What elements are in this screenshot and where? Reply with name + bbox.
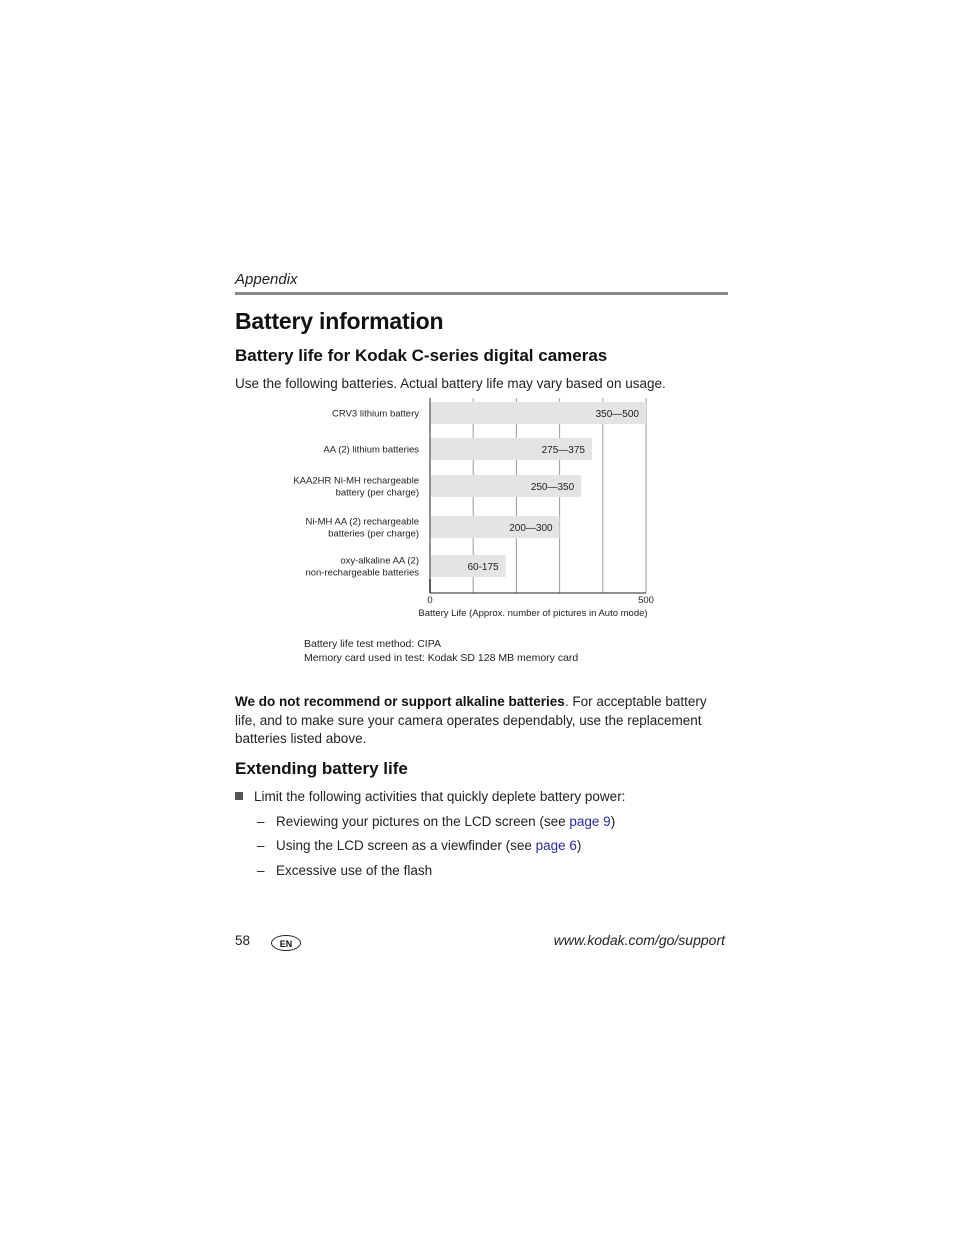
support-url[interactable]: www.kodak.com/go/support: [553, 932, 725, 948]
bar-value-label: 350—500: [595, 409, 639, 420]
x-axis-title: Battery Life (Approx. number of pictures in Auto mode): [418, 608, 648, 619]
category-label: Ni-MH AA (2) rechargeable: [305, 516, 419, 528]
x-tick-label: 0: [427, 595, 433, 606]
header-rule: [235, 292, 728, 295]
section-subtitle: Battery life for Kodak C-series digital cameras: [235, 346, 608, 365]
language-badge: EN: [271, 935, 301, 951]
category-label: AA (2) lithium batteries: [323, 444, 419, 456]
category-label: non-rechargeable batteries: [305, 567, 419, 579]
list-item: [257, 814, 615, 829]
category-label: KAA2HR Ni-MH rechargeable: [293, 475, 419, 487]
alkaline-warning: [235, 693, 725, 749]
list-item: [257, 863, 432, 878]
bar-value-label: 250—350: [530, 482, 575, 493]
dash-marker: –: [257, 838, 265, 853]
bullet-item: [235, 789, 625, 804]
alkaline-warning-bold: We do not recommend or support alkaline batteries: [235, 694, 565, 709]
category-label: oxy-alkaline AA (2): [340, 555, 419, 567]
bar-value-label: 200—300: [509, 523, 553, 534]
battery-life-chart: [280, 395, 680, 635]
dash-marker: –: [257, 814, 265, 829]
page-number: 58: [235, 933, 251, 948]
list-item-suffix: ): [610, 814, 616, 829]
x-tick-label: 500: [638, 595, 654, 606]
bullet-text: Limit the following activities that quickly deplete battery power:: [254, 789, 626, 804]
page-link[interactable]: page 9: [569, 814, 611, 829]
alkaline-warning-text: . For acceptable battery life, and to make sure your camera operates dependably, use the replacement batteries listed above.: [235, 694, 707, 746]
category-label: CRV3 lithium battery: [332, 408, 419, 420]
bar-value-label: 275—375: [541, 445, 585, 456]
page-title: Battery information: [235, 308, 444, 334]
category-label: batteries (per charge): [328, 528, 419, 540]
intro-text: Use the following batteries. Actual battery life may vary based on usage.: [235, 376, 666, 391]
bar-value-label: 60-175: [467, 562, 499, 573]
memory-card-note: Memory card used in test: Kodak SD 128 MB memory card: [304, 652, 579, 664]
test-method-note: Battery life test method: CIPA: [304, 638, 441, 650]
list-item: [257, 838, 581, 853]
list-item-text: Using the LCD screen as a viewfinder (see: [276, 838, 536, 853]
square-bullet-icon: [235, 792, 243, 800]
section-label: Appendix: [235, 271, 298, 288]
extending-title: Extending battery life: [235, 759, 408, 778]
dash-marker: –: [257, 863, 265, 878]
page-link[interactable]: page 6: [535, 838, 577, 853]
list-item-text: Reviewing your pictures on the LCD screen (see: [276, 814, 570, 829]
category-label: battery (per charge): [335, 487, 419, 499]
list-item-suffix: ): [576, 838, 582, 853]
list-item-text: Excessive use of the flash: [276, 863, 433, 878]
